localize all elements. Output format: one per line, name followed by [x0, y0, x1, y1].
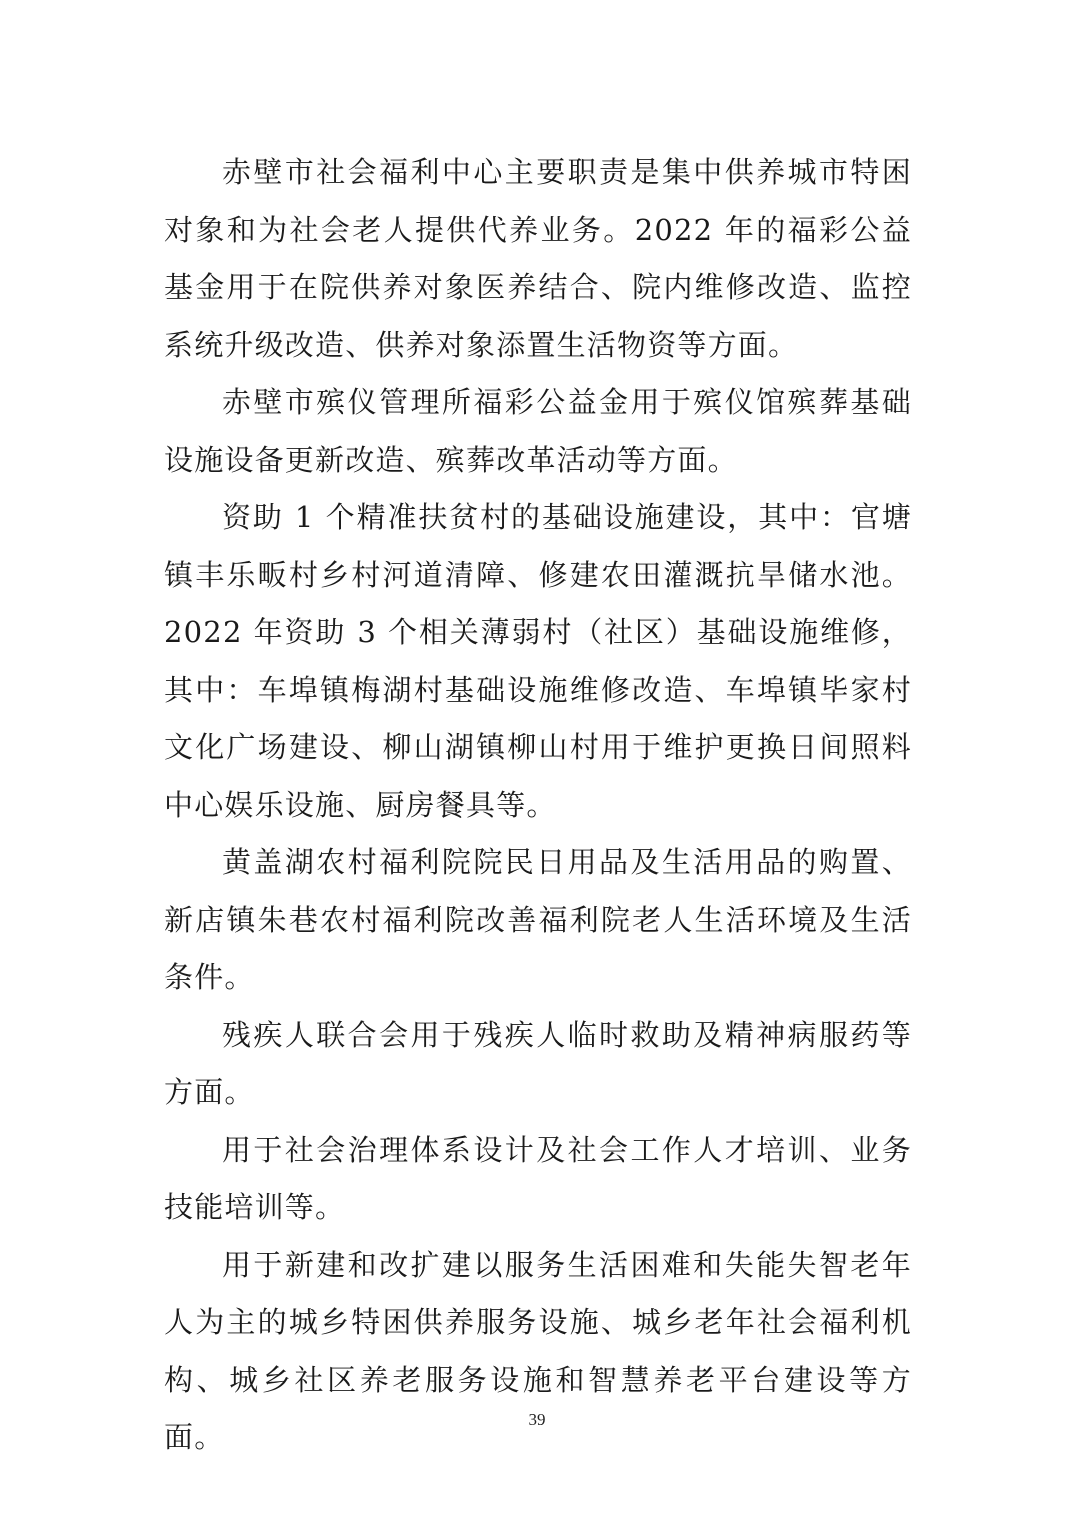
paragraph-village-infrastructure: 资助 1 个精准扶贫村的基础设施建设，其中：官塘镇丰乐畈村乡村河道清障、修建农田灌溉抗旱储水池。2022 年资助 3 个相关薄弱村（社区）基础设施维修，其中：车埠镇梅湖村基础设施维修改造、车埠镇毕家村文化广场建设、柳山湖镇柳山村用于维护更换日间照料中心娱乐设施、厨房餐具等。 — [164, 500, 912, 822]
paragraph-welfare-center: 赤壁市社会福利中心主要职责是集中供养城市特困对象和为社会老人提供代养业务。2022 年的福彩公益基金用于在院供养对象医养结合、院内维修改造、监控系统升级改造、供养对象添置生活物资等方面。 — [164, 155, 912, 362]
paragraph-rural-welfare-homes: 黄盖湖农村福利院院民日用品及生活用品的购置、新店镇朱巷农村福利院改善福利院老人生活环境及生活条件。 — [164, 845, 912, 994]
paragraph-funeral-management: 赤壁市殡仪管理所福彩公益金用于殡仪馆殡葬基础设施设备更新改造、殡葬改革活动等方面。 — [164, 385, 912, 477]
paragraph-social-governance: 用于社会治理体系设计及社会工作人才培训、业务技能培训等。 — [164, 1132, 912, 1224]
paragraph-elderly-care: 用于新建和改扩建以服务生活困难和失能失智老年人为主的城乡特困供养服务设施、城乡老年社会福利机构、城乡社区养老服务设施和智慧养老平台建设等方面。 — [164, 1247, 912, 1454]
document-body — [164, 144, 912, 1467]
page-number: 39 — [528, 1410, 546, 1429]
paragraph-disabled-federation: 残疾人联合会用于残疾人临时救助及精神病服药等方面。 — [164, 1017, 912, 1109]
